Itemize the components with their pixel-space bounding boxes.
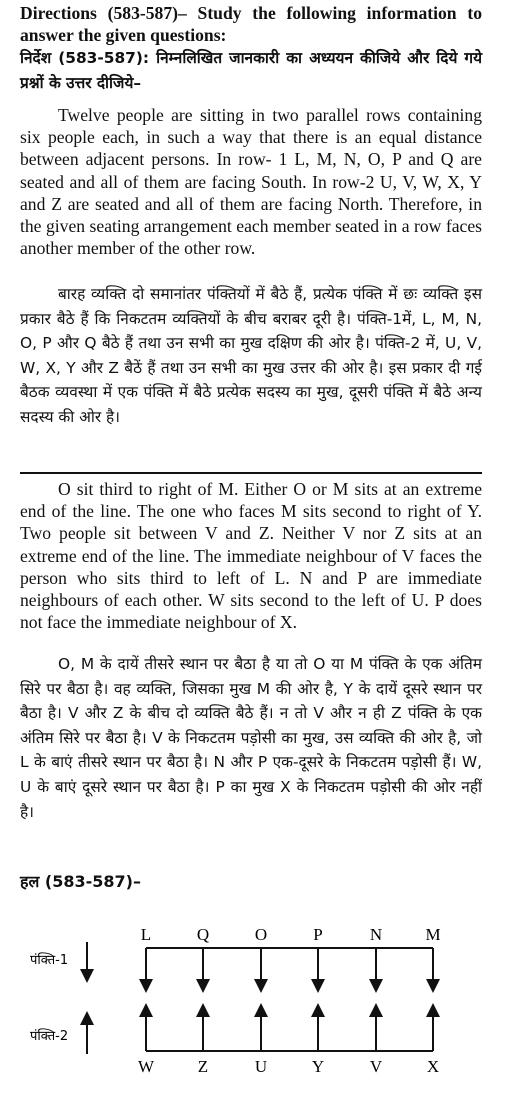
row-1-person-label: M: [425, 925, 441, 944]
row-1-person-label: P: [313, 925, 323, 944]
row-2-people: [138, 1010, 439, 1076]
row-1-person-label: N: [369, 925, 383, 944]
row-1-people: [141, 925, 441, 986]
seating-diagram: [0, 894, 524, 1114]
row-2-label: पंक्ति-2: [30, 1029, 69, 1044]
paragraph-clues-hindi: O, M के दायें तीसरे स्थान पर बैठा है या तो O या M पंक्ति के एक अंतिम सिरे पर बैठा है। वह व्यक्ति, जिसका मुख M की ओर है, Y के दायें दूसरे स्थान पर बैठा है। V और Z के बीच दो व्यक्ति बैठे हैं। न तो V और न ही Z पंक्ति के एक अंतिम सिरे पर बैठा है। V के निकटतम पड़ोसी का मुख, उस व्यक्ति की ओर है, जो L के बाएं तीसरे स्थान पर बैठा है। N और P एक-दूसरे के निकटतम पड़ोसी हैं। W, U के बाएं दूसरे स्थान पर बैठा है। P का मुख X के निकटतम पड़ोसी की ओर नहीं है।: [20, 655, 482, 821]
row-2-person-label: W: [137, 1057, 155, 1076]
row-1-label: पंक्ति-1: [30, 953, 69, 968]
directions-heading-hindi: निर्देश (583-587): निम्नलिखित जानकारी का अध्ययन कीजिये और दिये गये प्रश्नों के उत्तर दीजिये–: [20, 49, 482, 92]
section-divider: [20, 472, 482, 474]
solution-label: हल (583-587)–: [20, 872, 141, 891]
row-2-person-label: V: [369, 1057, 383, 1076]
row-1-person-label: O: [254, 925, 268, 944]
row-2-person-label: U: [254, 1057, 268, 1076]
row-2-person-label: Y: [311, 1057, 325, 1076]
row-2-person-label: Z: [197, 1057, 209, 1076]
paragraph-clues-english: O sit third to right of M. Either O or M sits at an extreme end of the line. The one who faces M sits second to right of Y. Two people sit between V and Z. Neither V nor Z sits at an extreme end of the line. The immediate neighbour of V faces the person who sits third to left of L. N and P are immediate neighbours of each other. W sits second to the left of U. P does not face the immediate neighbour of X.: [20, 479, 482, 633]
paragraph-setup-english: Twelve people are sitting in two parallel rows containing six people each, in such a way that there is an equal distance between adjacent persons. In row- 1 L, M, N, O, P and Q are seated and all of them are facing South. In row-2 U, V, W, X, Y and Z are seated and all of them are facing North. Therefore, in the given seating arrangement each member seated in a row faces another member of the other row.: [20, 105, 482, 259]
paragraph-setup-hindi: बारह व्यक्ति दो समानांतर पंक्तियों में बैठे हैं, प्रत्येक पंक्ति में छः व्यक्ति इस प्रकार बैठे हैं कि निकटतम व्यक्तियों के बीच बराबर दूरी है। पंक्ति-1में, L, M, N, O, P और Q बैठे हैं तथा उन सभी का मुख दक्षिण की ओर है। पंक्ति-2 में, U, V, W, X, Y और Z बैठें हैं तथा उन सभी का मुख उत्तर की ओर है। इस प्रकार दी गई बैठक व्यवस्था में एक पंक्ति में बैठे प्रत्येक सदस्य का मुख, दूसरी पंक्ति में बैठे अन्य सदस्य की ओर है।: [20, 285, 482, 426]
row-2-person-label: X: [426, 1057, 440, 1076]
directions-heading-english: Directions (583-587)– Study the following information to answer the given questions:: [20, 3, 482, 46]
row-1-person-label: L: [140, 925, 152, 944]
row-1-person-label: Q: [196, 925, 210, 944]
